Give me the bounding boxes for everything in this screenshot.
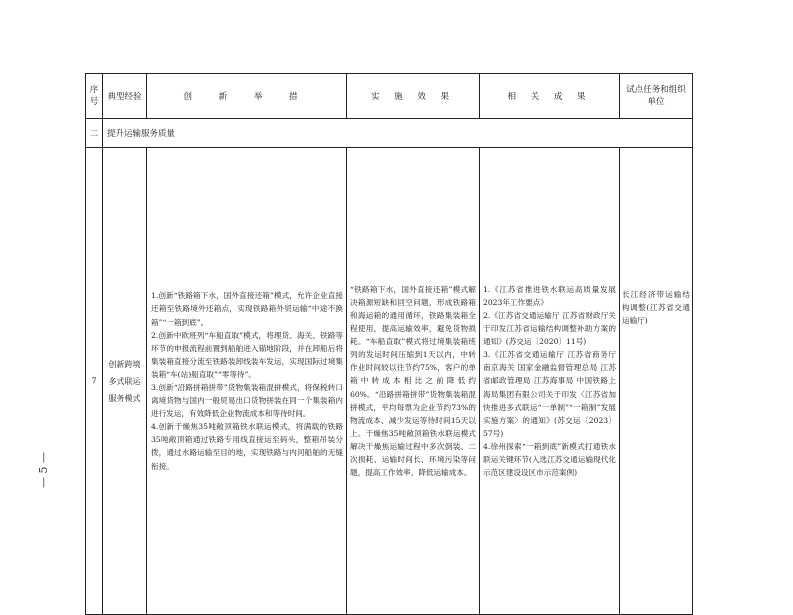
row-unit: 长江经济带运输结构调整(江苏省交通运输厅) [620, 148, 693, 615]
header-results: 相 关 成 果 [480, 74, 620, 119]
measure-item: 4.创新干燥焦35吨敞顶箱铁水联运模式，将满载的铁路35吨敞顶箱通过铁路专用线直接运至码头，整箱吊装分拨，通过水路运输至目的地，实现铁路与内河船舶的无缝衔接。 [151, 422, 343, 471]
row-experience: 创新跨境多式联运服务模式 [103, 148, 147, 615]
row-measures [147, 148, 347, 615]
section-row [86, 119, 693, 148]
section-title: 提升运输服务质量 [103, 119, 693, 148]
header-unit: 试点任务和组织单位 [620, 74, 693, 119]
header-effects: 实 施 效 果 [347, 74, 480, 119]
result-item: 2.《江苏省交通运输厅 江苏省财政厅关于印发江苏省运输结构调整补助方案的通知》(苏交运〔2020〕11号) [483, 310, 616, 347]
row-number: 7 [86, 148, 103, 615]
result-item: 4.徐州探索“一箱到底”新模式打通铁水联运关键环节(入选江苏交通运输现代化示范区建设设区市示范案例) [483, 441, 616, 478]
result-item: 3.《江苏省交通运输厅 江苏省商务厅 南京海关 国家金融监督管理总局 江苏省邮政管理局 江苏海事局 中国铁路上海局集团有限公司关于印发〈江苏省加快推进多式联运“一单制”“一箱制”发展实施方案〉的通知》(苏交运〔2023〕57号) [483, 350, 616, 438]
header-experience: 典型经验 [103, 74, 147, 119]
header-measures: 创 新 举 措 [147, 74, 347, 119]
page-number: — 5 — [37, 452, 50, 488]
table-header-row [86, 74, 693, 119]
pilot-experience-table [85, 73, 693, 615]
header-no: 序号 [86, 74, 103, 119]
measure-item: 1.创新“铁路箱下水，国外直接还箱”模式，允许企业直接还箱至铁路境外还箱点，实现铁路箱外贸运输“中途不换箱”“一箱到底”。 [151, 291, 343, 327]
measure-item: 3.创新“沿路拼箱拼带”货物集装箱混拼模式，将保税转口离境货物与国内一般贸易出口货物拼装在同一个集装箱内进行发运，有效降低企业物流成本和等待时间。 [151, 383, 343, 419]
row-results [480, 148, 620, 615]
table-row [86, 148, 693, 615]
section-index: 二 [86, 119, 103, 148]
measure-item: 2.创新中欧班列“车船直取”模式，将理货、海关、铁路等环节的申报流程前置到船舶进入锚地阶段，并在卸船后将集装箱直接分流至铁路装卸线装车发运，实现国际过境集装箱“车(站)船直取”“零等待”。 [151, 330, 343, 379]
row-effects: “铁路箱下水，国外直接还箱”模式解决箱源短缺和回空问题，形成铁路箱和海运箱的通用循环，铁路集装箱全程使用，提高运输效率，避免货物损耗。“车船直取”模式将过境集装箱班列的发运时间压缩到1天以内，中转作业时间较以往节约75%，客户的单箱中转成本相比之前降低约60%。“沿路拼箱拼带”货物集装箱混拼模式，平均每票为企业节约73%的物流成本、减少发运等待时间15天以上。干燥焦35吨敞顶箱铁水联运模式解决干燥焦运输过程中多次倒装、二次损耗、运输时间长、环境污染等问题，提高工作效率，降低运输成本。 [347, 148, 480, 615]
result-item: 1.《江苏省推进铁水联运高质量发展2023年工作要点》 [483, 284, 616, 307]
